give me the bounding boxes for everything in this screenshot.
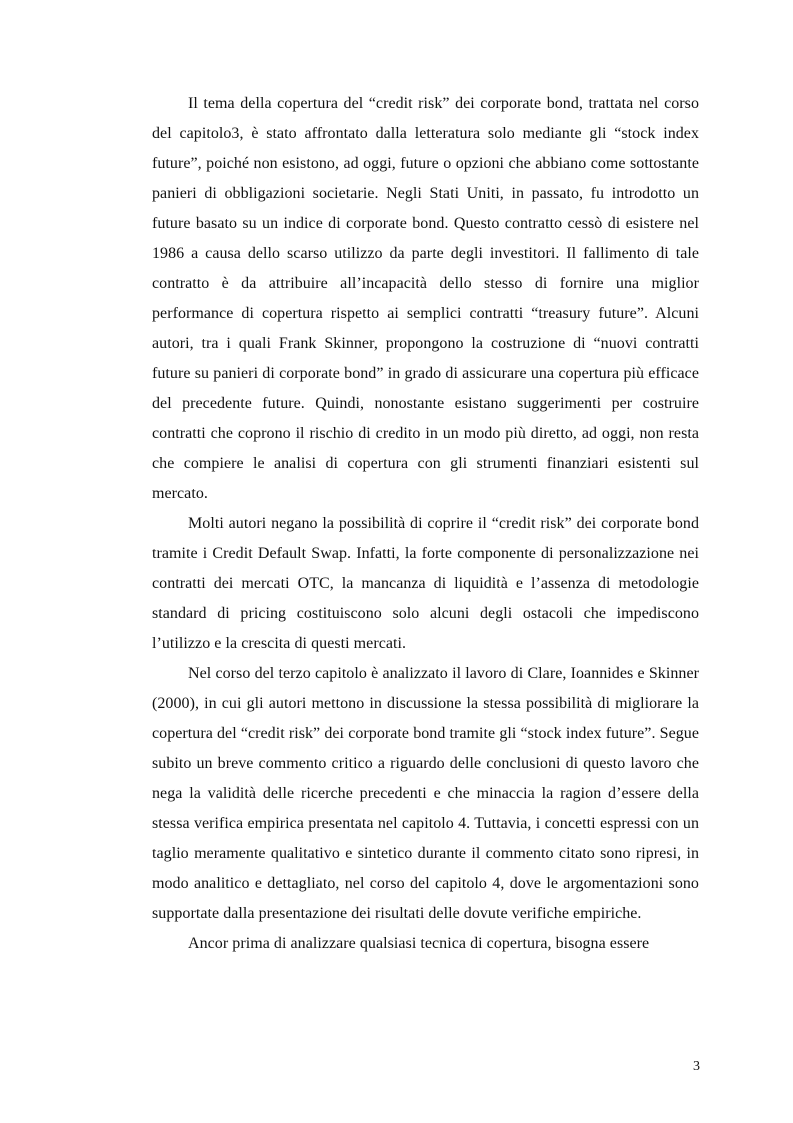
body-text — [152, 89, 699, 959]
page-number: 3 — [693, 1059, 700, 1074]
paragraph-3: Nel corso del terzo capitolo è analizzato il lavoro di Clare, Ioannides e Skinner (2000), in cui gli autori mettono in discussione la stessa possibilità di migliorare la copertura del “credit risk” dei corporate bond tramite gli “stock index future”. Segue subito un breve commento critico a riguardo delle conclusioni di questo lavoro che nega la validità delle ricerche precedenti e che minaccia la ragion d’essere della stessa verifica empirica presentata nel capitolo 4. Tuttavia, i concetti espressi con un taglio meramente qualitativo e sintetico durante il commento citato sono ripresi, in modo analitico e dettagliato, nel corso del capitolo 4, dove le argomentazioni sono supportate dalla presentazione dei risultati delle dovute verifiche empiriche. — [152, 665, 699, 922]
paragraph-4: Ancor prima di analizzare qualsiasi tecnica di copertura, bisogna essere — [188, 935, 650, 952]
paragraph-1: Il tema della copertura del “credit risk” dei corporate bond, trattata nel corso del capitolo3, è stato affrontato dalla letteratura solo mediante gli “stock index future”, poiché non esistono, ad oggi, future o opzioni che abbiano come sottostante panieri di obbligazioni societarie. Negli Stati Uniti, in passato, fu introdotto un future basato su un indice di corporate bond. Questo contratto cessò di esistere nel 1986 a causa dello scarso utilizzo da parte degli investitori. Il fallimento di tale contratto è da attribuire all’incapacità dello stesso di fornire una miglior performance di copertura rispetto ai semplici contratti “treasury future”. Alcuni autori, tra i quali Frank Skinner, propongono la costruzione di “nuovi contratti future su panieri di corporate bond” in grado di assicurare una copertura più efficace del precedente future. Quindi, nonostante esistano suggerimenti per costruire contratti che coprono il rischio di credito in un modo più diretto, ad oggi, non resta che compiere le analisi di copertura con gli strumenti finanziari esistenti sul mercato. — [152, 95, 699, 502]
paragraph-2: Molti autori negano la possibilità di coprire il “credit risk” dei corporate bond tramite i Credit Default Swap. Infatti, la forte componente di personalizzazione nei contratti dei mercati OTC, la mancanza di liquidità e l’assenza di metodologie standard di pricing costituiscono solo alcuni degli ostacoli che impediscono l’utilizzo e la crescita di questi mercati. — [152, 515, 699, 652]
